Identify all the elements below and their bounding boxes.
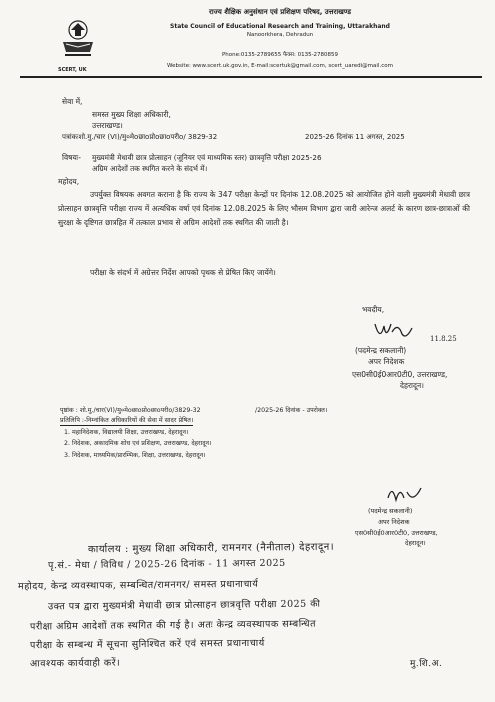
copy-date: /2025-26 दिनांक - उपरोक्त। [255,407,328,414]
letterhead-address: Nanoorkhera, Dehradun [246,32,314,38]
scert-logo-icon [57,16,99,66]
copy-reference: पृष्ठांक : शो.मु./चार(VI)/मु०मेoछाoप्रोoछाoपरीo/3829-32 [60,407,201,414]
signatory-title: अपर निदेशक [368,357,405,366]
copy-signatory-title: अपर निदेशक [378,518,410,526]
handwritten-body-line-4: आवश्यक कार्यवाही करें। [29,657,121,670]
letterhead-divider [20,76,482,78]
copy-intro: प्रतिलिपि :-निम्नांकित अधिकारियों की सेवा में सादर प्रेषित। [60,417,194,424]
signatory-org: एस0सी0ई0आर0टी0, उत्तराखण्ड, [352,370,448,379]
signatory-place: देहरादून। [400,381,424,390]
reference-number: पत्रांकःशो.मु./चार (VI)/मु०मेoछाoप्रोoछाoपरीo/ 3829-32 [62,133,218,141]
handwritten-signature: मु.शि.अ. [409,658,443,670]
addressee-line-2: उत्तराखण्ड। [92,121,123,130]
letterhead-title-english: State Council of Educational Research and Training, Uttarakhand [170,23,390,30]
body-paragraph: उपर्युक्त विषयक अवगत कराना है कि राज्य के 347 परीक्षा केन्द्रों पर दिनांक 12.08.2025 को आयोजित होने वाली मुख्यमंत्री मेधावी छात्र प्रोत्साहन छात्रवृत्ति परीक्षा राज्य में अत्यधिक वर्षा एवं दिनांक 12.08.2025 के लिए भौसम विभाग द्वारा जारी आरेन्ज अलर्ट के कारण छात्र-छात्राओं की सुरक्षा के दृष्टिगत छात्रहित में तत्काल प्रभाव से अग्रिम आदेशों तक स्थगित की जाती है। [58,190,470,227]
subject-line-2: अग्रिम आदेशों तक स्थगित करने के संदर्भ में। [92,164,208,173]
letterhead-title-hindi: राज्य शैक्षिक अनुसंधान एवं प्रशिक्षण परिषद, उत्तराखण्ड [209,8,351,16]
letterhead-website: Website: www.scert.uk.gov.in, E-mail:scertuk@gmail.com, scert_uaredi@mail.com [167,63,393,69]
subject-label: विषयः- [62,153,82,162]
yours-faithfully: भवदीय, [362,305,385,314]
handwritten-reference-line: पृ.सं.- मेधा / विविध / 2025-26 दिनांक - 11 अगस्त 2025 [47,557,286,572]
handwritten-office-line: कार्यालय : मुख्य शिक्षा अधिकारी, रामनगर (नैनीताल) देहरादून। [87,541,335,556]
copy-signatory-org: एस0सी0ई0आर0टी0, उत्तराखण्ड, [355,529,438,537]
letterhead-phone: Phone:0135-2789655 फैक्स: 0135-2780859 [221,52,339,58]
greeting: महोदय, [58,177,80,186]
salutation-to: सेवा में, [62,97,83,106]
signature-mark-2-icon [385,482,425,506]
copy-recipient-3: 3. निदेशक, माध्यमिक/प्रारम्भिक, शिक्षा, उत्तराखण्ड, देहरादून। [64,452,206,459]
handwritten-body-line-1: उक्त पत्र द्वारा मुख्यमंत्री मेधावी छात्र प्रोत्साहन छात्रवृत्ति परीक्षा 2025 की [47,598,321,613]
signatory-name: (पदमेन्द्र सकलानी) [355,346,407,355]
copy-signatory-place: देहरादून। [405,539,426,547]
subject-line-1: मुख्यमंत्री मेधावी छात्र प्रोत्साहन (जूनियर एवं माध्यमिक स्तर) छात्रवृत्ति परीक्षा 2025-26 [92,153,322,162]
closing-line: परीक्षा के संदर्भ में अग्रेत्तर निर्देश आपको पृथक से प्रेषित किए जायेंगे। [90,268,276,277]
reference-date: 2025-26 दिनांक 11 अगस्त, 2025 [305,133,405,141]
logo-caption: SCERT, UK [58,67,87,73]
copy-recipient-2: 2. निदेशक, अकादमिक शोध एवं प्रशिक्षण, उत्तराखण्ड, देहरादून। [64,440,212,447]
addressee-line-1: समस्त मुख्य शिक्षा अधिकारी, [92,110,171,119]
handwritten-body-line-3: परीक्षा के सम्बन्ध में सूचना सुनिश्चित करें एवं समस्त प्रधानाचार्य [29,637,265,652]
signature-mark-icon [372,318,432,344]
copy-recipient-1: 1. महानिदेशक, विद्यालयी शिक्षा, उत्तराखण्ड, देहरादून। [64,429,189,436]
handwritten-body-line-2: परीक्षा अग्रिम आदेशों तक स्थगित की गई है। अतः केन्द्र व्यवस्थापक सम्बन्धित [29,618,317,633]
signature-initial-date: 11.8.25 [430,335,457,343]
handwritten-addressee-line: महोदय, केन्द्र व्यवस्थापक, सम्बन्धित/रामनगर/ समस्त प्रधानाचार्य [17,578,259,593]
copy-signatory-name: (पदमेन्द्र सकलानी) [368,507,413,515]
